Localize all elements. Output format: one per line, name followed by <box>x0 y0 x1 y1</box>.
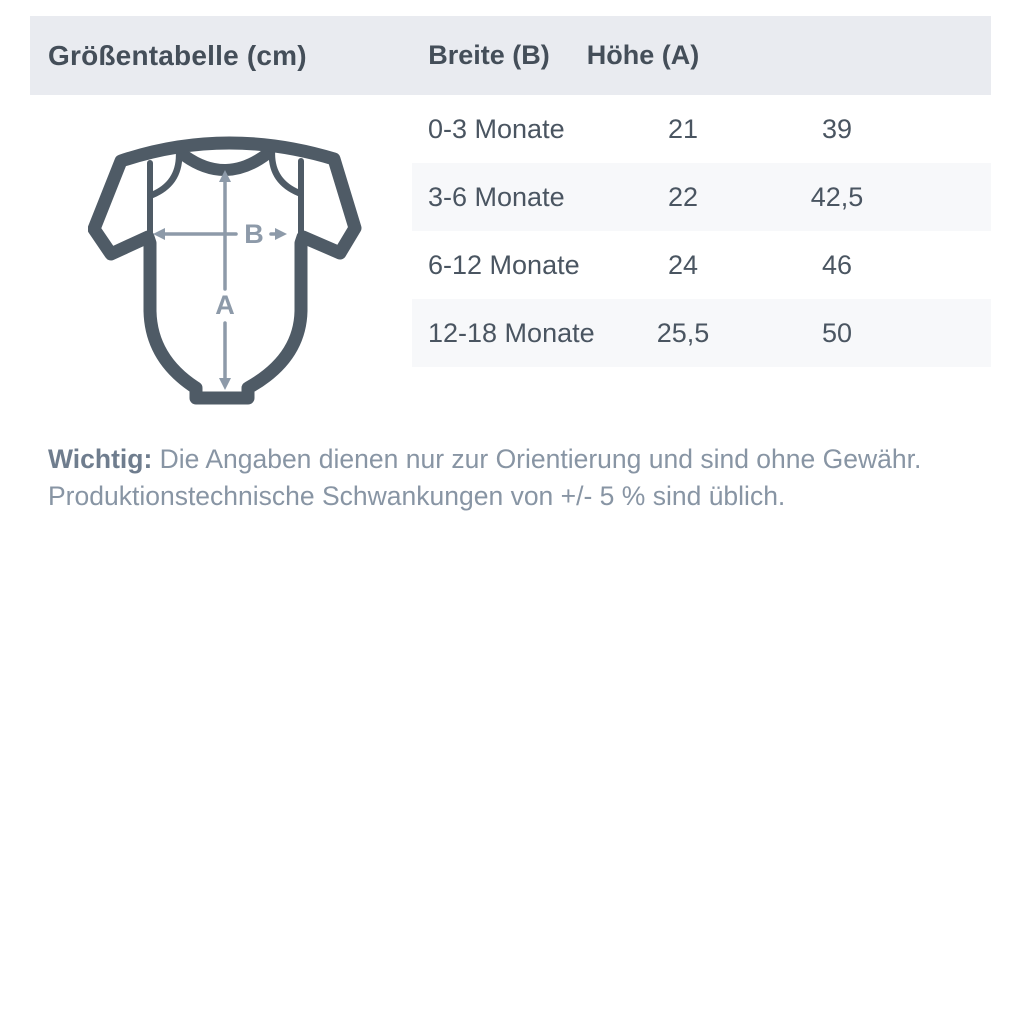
table-row <box>412 95 991 163</box>
table-row <box>412 299 991 367</box>
size-table-body <box>412 95 991 367</box>
note-line1: Die Angaben dienen nur zur Orientierung und sind ohne Gewähr. <box>159 444 922 474</box>
width-label: B <box>244 219 264 249</box>
hoehe-value: 42,5 <box>810 181 864 212</box>
row-label: 0-3 Monate <box>428 113 565 144</box>
breite-value: 25,5 <box>656 317 710 348</box>
baby-bodysuit-icon <box>88 131 363 411</box>
hoehe-value: 39 <box>821 113 853 144</box>
size-chart-title: Größentabelle (cm) <box>48 39 307 71</box>
table-row <box>412 163 991 231</box>
hoehe-value: 46 <box>821 249 853 280</box>
row-label: 12-18 Monate <box>428 317 595 348</box>
column-header-hoehe: Höhe (A) <box>586 40 700 70</box>
disclaimer-note <box>48 441 983 515</box>
note-prefix: Wichtig: <box>48 444 153 474</box>
breite-value: 24 <box>667 249 699 280</box>
hoehe-value: 50 <box>821 317 853 348</box>
measurement-diagram <box>88 131 363 411</box>
breite-value: 22 <box>667 181 699 212</box>
note-line2: Produktionstechnische Schwankungen von +/- 5 % sind üblich. <box>48 481 786 511</box>
row-label: 3-6 Monate <box>428 181 565 212</box>
size-chart-header <box>30 16 991 95</box>
collar-arc <box>185 154 267 170</box>
row-label: 6-12 Monate <box>428 249 580 280</box>
height-label: A <box>215 290 235 320</box>
column-header-breite: Breite (B) <box>428 40 550 70</box>
breite-value: 21 <box>667 113 699 144</box>
table-row <box>412 231 991 299</box>
